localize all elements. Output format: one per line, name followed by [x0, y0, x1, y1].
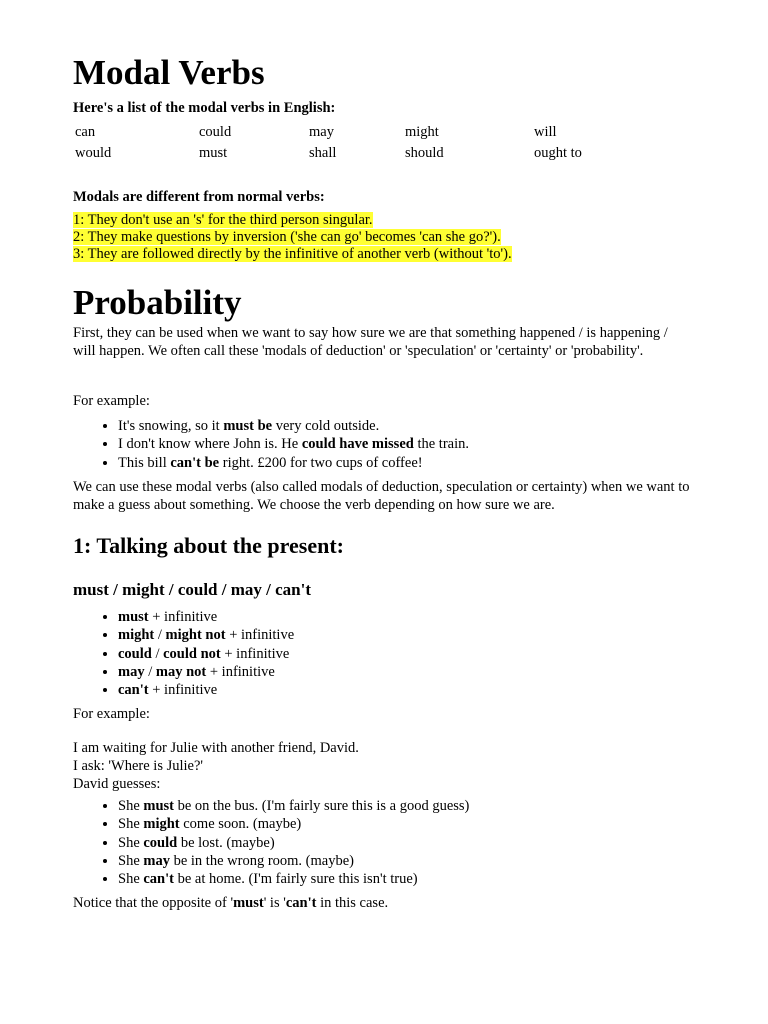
- probability-heading: Probability: [73, 283, 242, 322]
- list-item: • might / might not + infinitive: [118, 626, 294, 644]
- story-line: I am waiting for Julie with another friend, David.: [73, 740, 359, 756]
- highlighted-rule: 3: They are followed directly by the infinitive of another verb (without 'to').: [73, 246, 512, 262]
- intro-text: Here's a list of the modal verbs in English:: [73, 100, 336, 116]
- table-cell: can: [75, 124, 96, 140]
- notice-text: Notice that the opposite of 'must' is 'can't in this case.: [73, 895, 389, 911]
- for-example-label: For example:: [73, 706, 150, 722]
- table-cell: shall: [309, 145, 337, 161]
- table-row: [73, 122, 636, 143]
- probability-paragraph-2: We can use these modal verbs (also called modals of deduction, speculation or certainty) when we want to make a guess about something. We choose the verb depending on how sure we are.: [73, 479, 690, 513]
- probability-paragraph: First, they can be used when we want to say how sure we are that something happened / is happening / will happen. We often call these 'modals of deduction' or 'speculation' or 'certainty' or 'probability'.: [73, 325, 668, 359]
- list-item: • She could be lost. (maybe): [118, 834, 469, 852]
- differences-heading: Modals are different from normal verbs:: [73, 189, 325, 205]
- list-item: • This bill can't be right. £200 for two cups of coffee!: [118, 454, 469, 472]
- table-cell: should: [405, 145, 444, 161]
- list-item: • She can't be at home. (I'm fairly sure this isn't true): [118, 870, 469, 888]
- table-cell: would: [75, 145, 112, 161]
- probability-examples-list: [73, 417, 469, 472]
- list-item: • could / could not + infinitive: [118, 645, 294, 663]
- story-line: I ask: 'Where is Julie?': [73, 758, 204, 774]
- story-text: [73, 739, 359, 793]
- for-example-label: For example:: [73, 393, 150, 409]
- table-cell: could: [199, 124, 232, 140]
- guesses-list: [73, 797, 469, 888]
- highlighted-rule: 1: They don't use an 's' for the third person singular.: [73, 212, 373, 228]
- list-item: • can't + infinitive: [118, 681, 294, 699]
- page-title: Modal Verbs: [73, 53, 265, 92]
- present-subheading: must / might / could / may / can't: [73, 580, 312, 599]
- table-cell: might: [405, 124, 439, 140]
- list-item: • She may be in the wrong room. (maybe): [118, 852, 469, 870]
- list-item: • She might come soon. (maybe): [118, 815, 469, 833]
- differences-list: [73, 211, 512, 262]
- list-item: • I don't know where John is. He could have missed the train.: [118, 435, 469, 453]
- present-section-heading: 1: Talking about the present:: [73, 533, 344, 558]
- table-cell: ought to: [534, 145, 582, 161]
- list-item: • may / may not + infinitive: [118, 663, 294, 681]
- table-row: [73, 143, 636, 164]
- story-line: David guesses:: [73, 776, 161, 792]
- list-item: • must + infinitive: [118, 608, 294, 626]
- modal-verbs-table: [73, 122, 636, 164]
- table-cell: will: [534, 124, 557, 140]
- modal-forms-list: [73, 608, 294, 699]
- table-cell: may: [309, 124, 334, 140]
- list-item: • She must be on the bus. (I'm fairly sure this is a good guess): [118, 797, 469, 815]
- list-item: • It's snowing, so it must be very cold outside.: [118, 417, 469, 435]
- table-cell: must: [199, 145, 228, 161]
- highlighted-rule: 2: They make questions by inversion ('she can go' becomes 'can she go?').: [73, 229, 501, 245]
